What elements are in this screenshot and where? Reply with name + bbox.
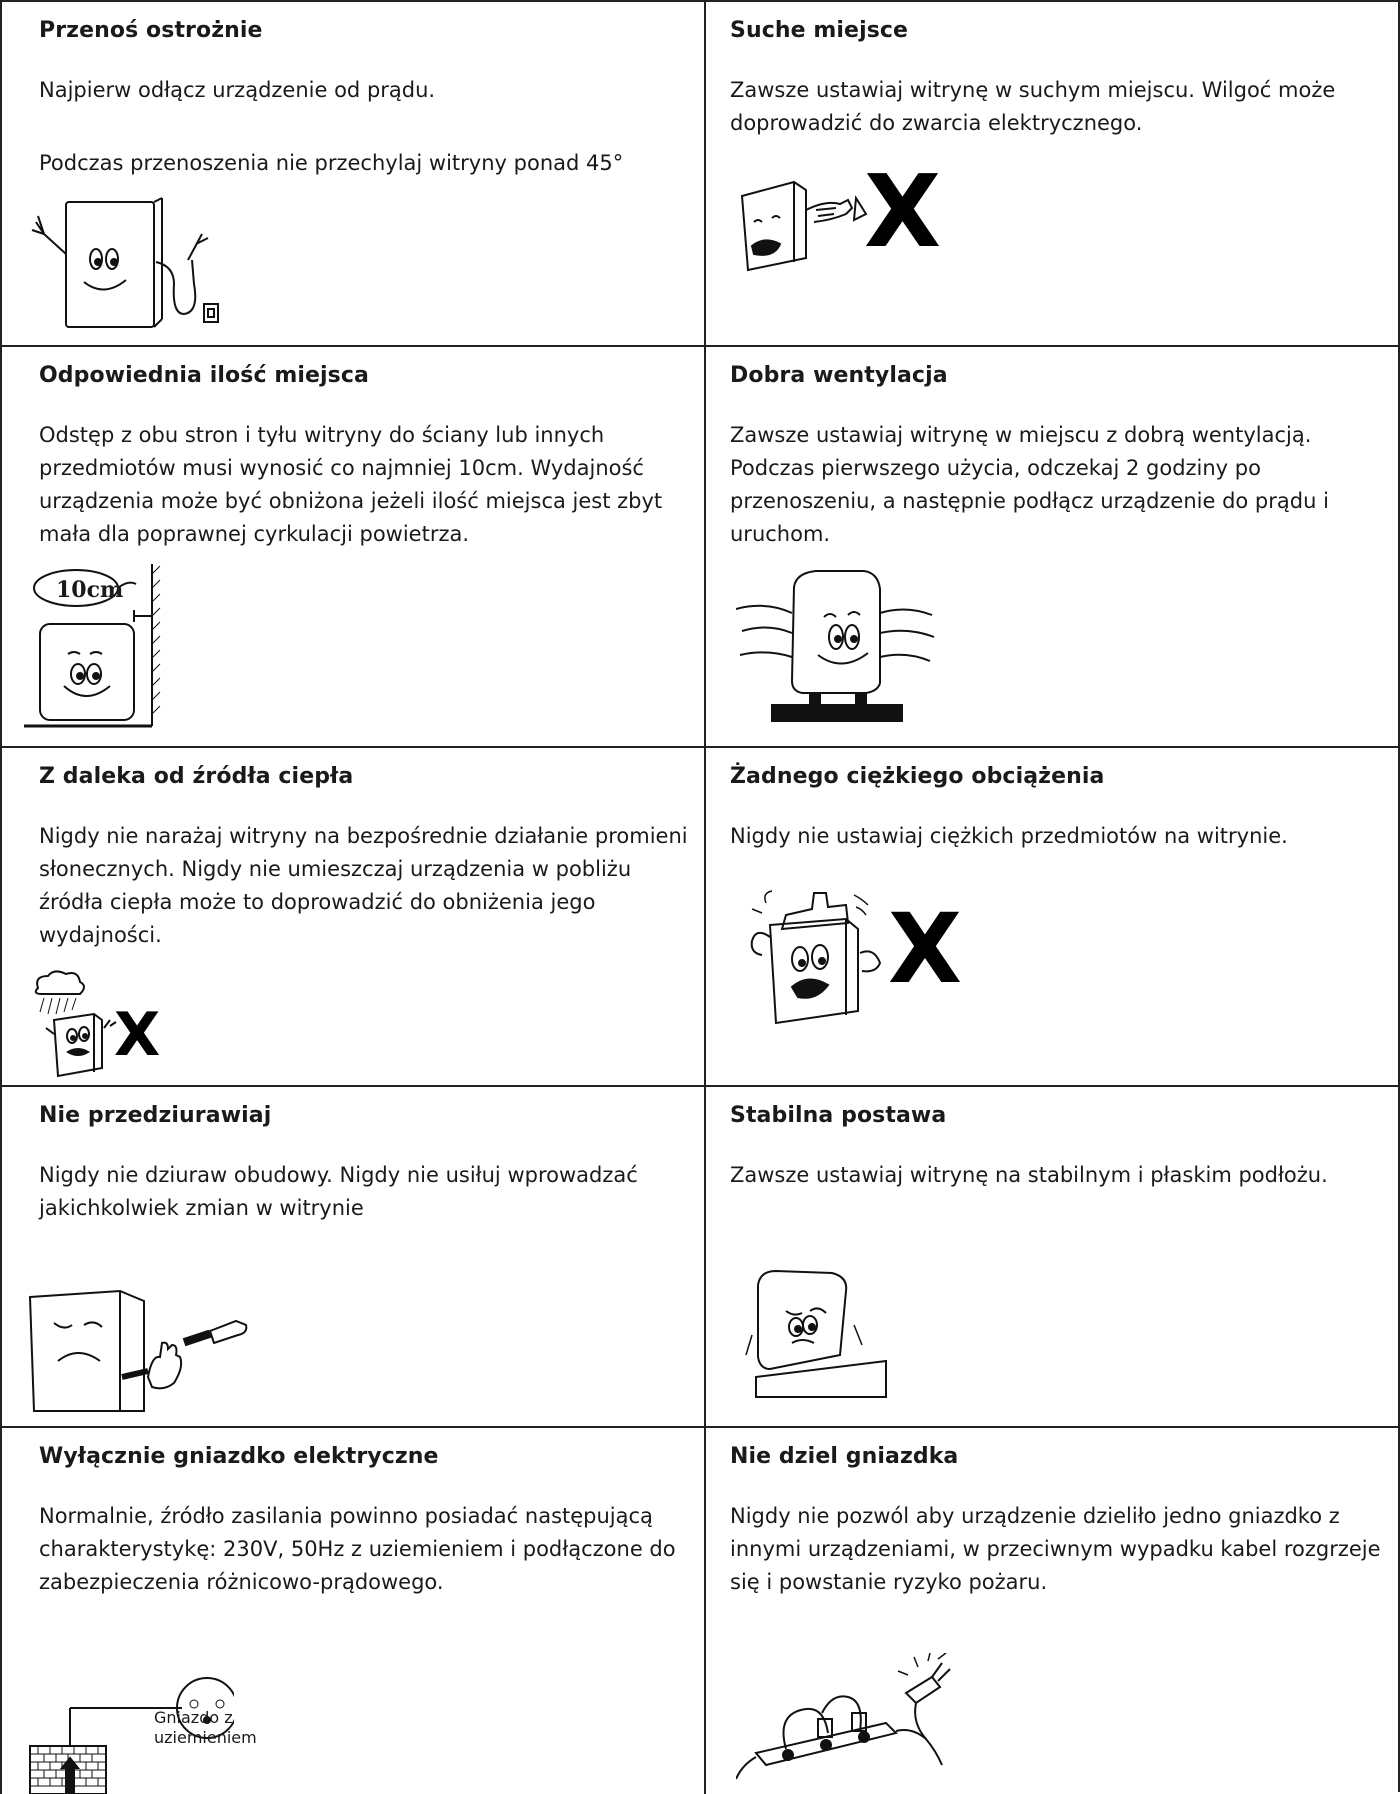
section-no-heavy-load [706, 748, 1400, 1087]
section-title: Stabilna postawa [730, 1103, 947, 1128]
section-enough-space [0, 347, 706, 748]
stable-stand-illustration [736, 1265, 916, 1405]
outlet-caption: Gniazdo z uziemieniem [154, 1708, 257, 1747]
section-text: Nigdy nie pozwól aby urządzenie dzieliło jedno gniazdko z innymi urządzeniami, w przeciwnym wypadku kabel rozgrzeje się i powstanie ryzyko pożaru. [730, 1504, 1381, 1594]
section-title: Przenoś ostrożnie [39, 18, 263, 43]
section-text: Normalnie, źródło zasilania powinno posiadać następującą charakterystykę: 230V, 50Hz z uziemieniem i podłączone do zabezpieczenia różnicowo-prądowego. [39, 1504, 676, 1594]
section-text-tilt: Podczas przenoszenia nie przechylaj witryny ponad 45° [39, 151, 624, 175]
ventilation-illustration [736, 565, 936, 735]
section-title: Żadnego ciężkiego obciążenia [730, 764, 1105, 789]
section-dry-place [706, 2, 1400, 347]
section-stable-stand [706, 1087, 1400, 1428]
section-title: Nie dziel gniazdka [730, 1444, 959, 1469]
carry-carefully-illustration [24, 194, 264, 334]
section-title: Nie przedziurawiaj [39, 1103, 272, 1128]
section-text: Nigdy nie dziuraw obudowy. Nigdy nie usiłuj wprowadzać jakichkolwiek zmian w witrynie [39, 1163, 638, 1220]
section-text: Nigdy nie ustawiaj ciężkich przedmiotów na witrynie. [730, 824, 1288, 848]
section-text: Nigdy nie narażaj witryny na bezpośrednie działanie promieni słonecznych. Nigdy nie umieszczaj urządzenia w pobliżu źródła ciepła może to doprowadzić do obniżenia jego wydajności. [39, 824, 688, 947]
section-carry-carefully [0, 2, 706, 347]
heavy-load-illustration [736, 883, 886, 1033]
section-do-not-share-outlet [706, 1428, 1400, 1794]
section-title: Wyłącznie gniazdko elektryczne [39, 1444, 439, 1469]
section-do-not-pierce [0, 1087, 706, 1428]
distance-label: 10cm [56, 577, 124, 603]
section-text: Najpierw odłącz urządzenie od prądu. [39, 78, 436, 102]
section-good-ventilation [706, 347, 1400, 748]
do-not-pierce-illustration [24, 1287, 274, 1417]
prohibited-x-mark: X [864, 153, 942, 270]
section-text: Zawsze ustawiaj witrynę w suchym miejscu. Wilgoć może doprowadzić do zwarcia elektrycznego. [730, 78, 1336, 135]
section-title: Z daleka od źródła ciepła [39, 764, 354, 789]
section-text: Zawsze ustawiaj witrynę na stabilnym i płaskim podłożu. [730, 1163, 1328, 1187]
section-grounded-outlet [0, 1428, 706, 1794]
prohibited-x-mark: X [888, 893, 963, 1005]
section-title: Suche miejsce [730, 18, 909, 43]
shared-outlet-illustration [736, 1653, 966, 1783]
section-text: Zawsze ustawiaj witrynę w miejscu z dobrą wentylacją. Podczas pierwszego użycia, odczekaj 2 godziny po przenoszeniu, a następnie podłącz urządzenie do prądu i uruchom. [730, 423, 1329, 546]
section-away-from-heat [0, 748, 706, 1087]
section-title: Odpowiednia ilość miejsca [39, 363, 369, 388]
prohibited-x-mark: X [114, 1000, 161, 1070]
section-title: Dobra wentylacja [730, 363, 948, 388]
section-text: Odstęp z obu stron i tyłu witryny do ściany lub innych przedmiotów musi wynosić co najmniej 10cm. Wydajność urządzenia może być obniżona jeżeli ilość miejsca jest zbyt mała dla poprawnej cyrkulacji powietrza. [39, 423, 663, 546]
